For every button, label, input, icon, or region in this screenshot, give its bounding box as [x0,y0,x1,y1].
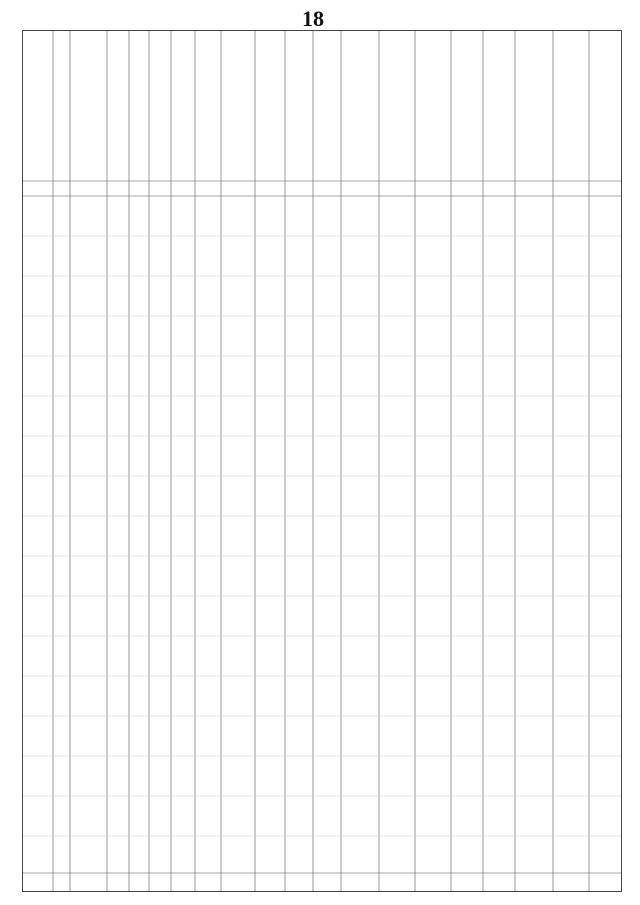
page-number: 18 [302,6,324,31]
rotated-data-table [22,30,622,892]
table-grid [23,31,621,891]
